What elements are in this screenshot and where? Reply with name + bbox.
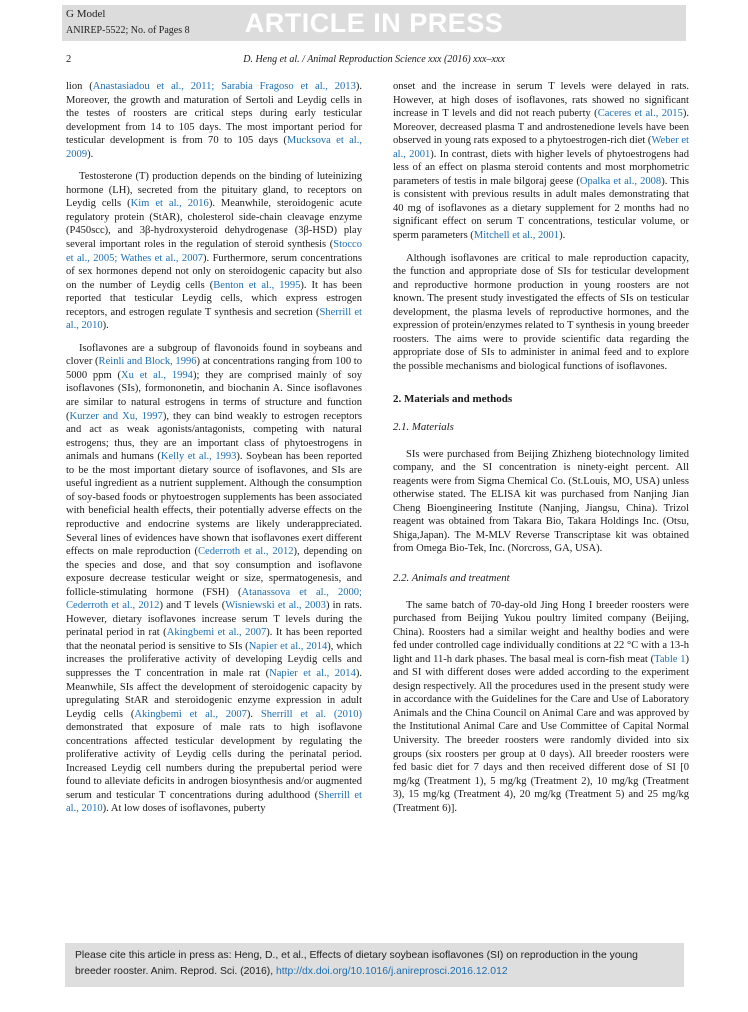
- body-text: lion (: [66, 81, 93, 92]
- subsection-heading: 2.2. Animals and treatment: [393, 571, 510, 584]
- body-text: ).: [246, 708, 261, 720]
- citation-link[interactable]: Weber et al., 2001: [393, 135, 689, 160]
- body-text: ).: [102, 320, 109, 332]
- citation-link[interactable]: Kelly et al., 1993: [160, 451, 237, 463]
- body-text: ). Soybean has been reported to be the most important dietary source of isoflavones, and SIs are useful ingredient as a nutrient supplement. Although the consumption of soy-based foods or phytoestrogen supplements has been associated with beneficial health effects, their potentially adverse effects on the reproductive and endocrine systems are likely underappreciated. Several lines of evidences have shown that isoflavones exert different effects on male reproduction (: [66, 451, 363, 558]
- citation-footer: [65, 943, 684, 987]
- paragraph-gap: [393, 243, 689, 252]
- citation-link[interactable]: Wisniewski et al., 2003: [225, 600, 326, 612]
- running-head: D. Heng et al. / Animal Reproduction Science xxx (2016) xxx–xxx: [243, 54, 505, 65]
- body-text: Although isoflavones are critical to male reproduction capacity, the function and appropriate dose of SIs for testicular development and reproductive hormone production in young roosters are not known. The present study investigated the effects of SIs on testicular development, the plasma levels of reproductive hormones, and the expression of protein/enzymes related to T synthesis in young breeder roosters. The aims were to provide scientific data regarding the appropriate dose of SIs to administer in animal feed and to explore the possible mechanisms and biological functions of isoflavones.: [393, 252, 689, 372]
- body-text: ). At low doses of isoflavones, puberty: [102, 803, 266, 815]
- g-model-label: G Model: [66, 8, 106, 20]
- citation-link[interactable]: Stocco et al., 2005; Wathes et al., 2007: [66, 239, 362, 264]
- body-text: ) and SI with different doses were added according to the experiment design respectively. All the procedures used in the present study were in accordance with the Guidelines for the Care and Use of Laboratory Animals and the China Council on Animal Care and was approved by the Institutional Animal Care and Use Committee of Capital Normal University. The breeder roosters were randomly divided into six groups (six roosters per group at 0 days). All breeder roosters were fed basic diet for 7 days and then received different dose of SI [0 mg/kg (Treatment 1), 5 mg/kg (Treatment 2), 10 mg/kg (Treatment 3), 15 mg/kg (Treatment 4), 20 mg/kg (Treatment 5) and 25 mg/kg (Treatment 6)].: [393, 653, 690, 814]
- body-text: ). Moreover, decreased plasma T and androstenedione levels have been observed in young rats exposed to a phytoestrogen-rich diet (: [393, 108, 689, 147]
- paragraph-gap: [66, 161, 362, 170]
- body-text: onset and the increase in serum T levels were delayed in rats. However, at high doses of isoflavones, rats showed no significant increase in T levels and did not reach puberty (: [393, 81, 689, 120]
- article-in-press-banner: ARTICLE IN PRESS: [244, 8, 504, 38]
- citation-link[interactable]: Table 1: [654, 653, 686, 665]
- paragraph: [66, 80, 362, 161]
- body-text: ). Meanwhile, SIs affect the development of steroidogenic capacity by upregulating StAR and steroidogenic enzyme expression in adult Leydig cells (: [66, 667, 362, 720]
- citation-link[interactable]: Sherrill et al., 2010: [66, 306, 362, 332]
- citation-link[interactable]: Akingbemi et al., 2007: [166, 627, 267, 639]
- body-text: ), depending on the species and dose, and that soy consumption and isoflavone exposure decrease testicular weight or size, spermatogenesis, and follicle-stimulating hormone (FSH) (: [66, 546, 362, 598]
- citation-link[interactable]: Reinli and Block, 1996: [98, 356, 197, 368]
- citation-link[interactable]: Napier et al., 2014: [248, 640, 328, 652]
- citation-link[interactable]: Cederroth et al., 2012: [198, 546, 294, 558]
- body-text: ); they are comprised mainly of soy isoflavones (SIs), formononetin, and biochanin A. Since isoflavones are similar to natural estrogens in terms of structure and function (: [66, 369, 362, 422]
- citation-text: Please cite this article in press as: Heng, D., et al., Effects of dietary soybean isoflavones (SI) on reproduction in the young breeder rooster. Anim. Reprod. Sci. (2016),: [75, 950, 638, 977]
- paragraph: [393, 448, 689, 556]
- body-text: ). Meanwhile, steroidogenic acute regulatory protein (StAR), cholesterol side-chain cleavage enzyme (P450scc), and 3β-hydroxysteroid dehydrogenase (3β-HSD) play several important roles in the regulation of steroid synthesis (: [66, 198, 362, 251]
- citation-link[interactable]: Napier et al., 2014: [269, 667, 356, 679]
- manuscript-id: ANIREP-5522; No. of Pages 8: [66, 25, 190, 36]
- citation-link[interactable]: Xu et al., 1994: [121, 369, 193, 381]
- citation-link[interactable]: Sherrill et al., 2010: [66, 789, 362, 815]
- body-text: ).: [559, 230, 566, 242]
- left-column: [66, 80, 362, 816]
- body-text: ) at concentrations ranging from 100 to 5000 ppm (: [66, 356, 362, 381]
- body-text: ) and T levels (: [159, 600, 226, 612]
- article-header-bar: [62, 5, 686, 41]
- body-text: SIs were purchased from Beijing Zhizheng biotechnology limited company, and the SI concentration is ninety-eight percent. All reagents were from Sigma Chemical Co. (St.Louis, MO, USA) unless otherwise stated. The ELISA kit was purchased from Nanjing Jian Cheng Bioengineering Institute (Nanjing, Jiangsu, China). Trizol reagent was obtained from Takara Bio, Takara Holdings Inc. (Otsu, Shiga,Japan). The M-MLV Reverse Transcriptase kit was obtained from Omega Bio-Tek, Inc. (Norcross, GA, USA).: [393, 448, 689, 555]
- section-heading: 2. Materials and methods: [393, 393, 513, 406]
- citation-link[interactable]: Caceres et al., 2015: [597, 108, 683, 120]
- body-text: ). This is consistent with previous results in adult males demonstrating that 40 mg of isoflavones as a dietary supplement for 2 months had no significant effect on serum T concentrations, testicular volume, or sperm parameters (: [393, 175, 689, 242]
- body-text: The same batch of 70-day-old Jing Hong I breeder roosters were purchased from Beijing Yukou poultry limited company (Beijing, China). Roosters had a similar weight and healthy bodies and were fed under controlled cage individually conditions at 22 °C with a 13-h light and 11-h dark phases. The basal meal is corn-fish meat (: [393, 599, 689, 665]
- citation-link[interactable]: Sherrill et al. (2010): [260, 708, 362, 720]
- paragraph: [393, 80, 689, 243]
- paragraph-gap: [66, 333, 362, 342]
- paragraph: [393, 599, 689, 816]
- paragraph: [66, 170, 362, 333]
- body-text: Testosterone (T) production depends on the binding of luteinizing hormone (LH), secreted from the pituitary gland, to receptors on Leydig cells (: [66, 171, 362, 210]
- body-text: ) in rats. However, dietary isoflavones increase serum T levels during the perinatal period in rat (: [66, 600, 362, 639]
- paragraph: [66, 342, 362, 816]
- body-text: ).: [87, 148, 94, 160]
- body-text: Isoflavones are a subgroup of flavonoids found in soybeans and clover (: [66, 342, 362, 368]
- right-column: [393, 80, 689, 815]
- subsection-heading: 2.1. Materials: [393, 421, 454, 434]
- citation-link[interactable]: Atanassova et al., 2000; Cederroth et al., 2012: [66, 586, 362, 612]
- page-number: 2: [66, 54, 72, 65]
- citation-link[interactable]: Mitchell et al., 2001: [473, 230, 560, 242]
- citation-link[interactable]: Benton et al., 1995: [213, 279, 301, 291]
- body-text: ). It has been reported that the neonatal period is sensitive to SIs (: [66, 627, 362, 652]
- citation-link[interactable]: Akingbemi et al., 2007: [134, 708, 247, 720]
- body-text: ), which increases the proliferative activity of developing Leydig cells and suppresses the T concentration in male rat (: [66, 640, 362, 679]
- body-text: ). Furthermore, serum concentrations of sex hormones depend not only on steroidogenic capacity but also on the number of Leydig cells (: [66, 252, 362, 291]
- citation-link[interactable]: Opalka et al., 2008: [579, 175, 662, 187]
- paragraph: [393, 252, 689, 374]
- doi-link[interactable]: http://dx.doi.org/10.1016/j.anireprosci.2016.12.012: [275, 966, 508, 977]
- body-text: ). It has been reported that testicular Leydig cells, which express estrogen receptors, and estrogen regulate T synthesis and secretion (: [66, 279, 362, 318]
- body-text: ). Moreover, the growth and maturation of Sertoli and Leydig cells in the testes of roosters are critical steps during early testicular development from 14 to 105 days. The most important period for testicular development is from 70 to 105 days (: [66, 81, 363, 147]
- body-text: demonstrated that exposure of male rats to high isoflavone concentrations affected testicular development by regulating the proliferative activity of Leydig cells during the perinatal period. Increased Leydig cell numbers during the prepubertal period were found to alleviate deficits in androgen biosynthesis and/or augmented serum and testicular T concentrations during adulthood (: [66, 722, 362, 801]
- body-text: ), they can bind weakly to estrogen receptors and act as weak agonists/antagonists, competing with natural estrogens; thus, they are an important class of phytoestrogens in animals and humans (: [66, 410, 362, 463]
- body-text: ). In contrast, diets with higher levels of phytoestrogens had less of an effect on plasma steroid contents and most morphometric parameters of testis in male bilgoraj geese (: [393, 148, 689, 187]
- citation-link[interactable]: Kim et al., 2016: [130, 198, 209, 210]
- citation-link[interactable]: Anastasiadou et al., 2011; Sarabia Fragoso et al., 2013: [92, 81, 356, 92]
- citation-link[interactable]: Mucksova et al., 2009: [66, 135, 362, 160]
- citation-link[interactable]: Kurzer and Xu, 1997: [69, 410, 163, 422]
